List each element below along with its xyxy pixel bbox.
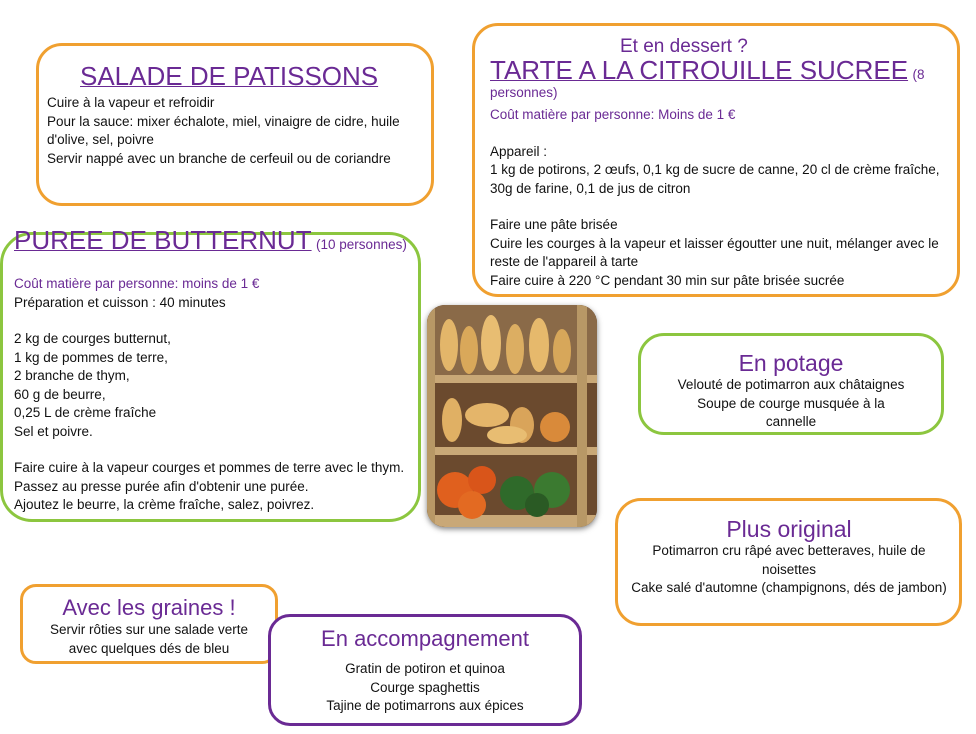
puree-ingredient: 1 kg de pommes de terre, bbox=[14, 349, 168, 365]
accomp-title: En accompagnement bbox=[321, 626, 529, 651]
salade-line: Servir nappé avec un branche de cerfeuil ou de coriandre bbox=[47, 150, 391, 166]
tarte-step: Cuire les courges à la vapeur et laisser égoutter une nuit, mélanger avec le reste de l'appareil à tarte bbox=[490, 235, 939, 269]
puree-ingredient: 2 branche de thym, bbox=[14, 368, 130, 383]
puree-body bbox=[14, 275, 416, 515]
squash-crate-photo bbox=[427, 305, 597, 527]
potage-content bbox=[650, 350, 932, 432]
tarte-step: Faire cuire à 220 °C pendant 30 min sur pâte brisée sucrée bbox=[490, 272, 845, 288]
puree-title: PUREE DE BUTTERNUT bbox=[14, 225, 312, 255]
puree-prep: Préparation et cuisson : 40 minutes bbox=[14, 294, 226, 310]
tarte-intro: Et en dessert ? bbox=[620, 36, 748, 57]
salade-line: Pour la sauce: mixer échalote, miel, vinaigre de cidre, huile d'olive, sel, poivre bbox=[47, 113, 400, 147]
puree-ingredient: Sel et poivre. bbox=[14, 423, 93, 439]
tarte-title: TARTE A LA CITROUILLE SUCREE bbox=[490, 55, 909, 85]
tarte-heading bbox=[490, 56, 960, 102]
accomp-body bbox=[280, 660, 570, 716]
tarte-appareil: 1 kg de potirons, 2 œufs, 0,1 kg de sucre de canne, 20 cl de crème fraîche, 30g de farine, 0,1 de jus de citron bbox=[490, 162, 940, 196]
potage-title: En potage bbox=[738, 350, 844, 376]
puree-ingredient: 0,25 L de crème fraîche bbox=[14, 405, 157, 420]
graines-body bbox=[28, 621, 270, 658]
original-title: Plus original bbox=[726, 516, 852, 542]
salade-line: Cuire à la vapeur et refroidir bbox=[47, 95, 215, 110]
salade-title: SALADE DE PATISSONS bbox=[80, 61, 379, 91]
puree-step: Passez au presse purée afin d'obtenir une purée. bbox=[14, 478, 309, 494]
accomp-line: Courge spaghettis bbox=[370, 679, 480, 695]
tarte-step: Faire une pâte brisée bbox=[490, 217, 618, 232]
potage-body bbox=[650, 376, 932, 432]
puree-cost: Coût matière par personne: moins de 1 € bbox=[14, 276, 260, 291]
accomp-line: Gratin de potiron et quinoa bbox=[345, 661, 505, 676]
accomp-line: Tajine de potimarrons aux épices bbox=[326, 698, 524, 713]
graines-content bbox=[28, 595, 270, 658]
graines-line: Servir rôties sur une salade verte avec quelques dés de bleu bbox=[49, 622, 249, 656]
salade-body bbox=[47, 94, 419, 168]
potage-line: Soupe de courge musquée à la cannelle bbox=[697, 395, 885, 429]
puree-servings: (10 personnes) bbox=[316, 237, 407, 252]
puree-ingredient: 2 kg de courges butternut, bbox=[14, 331, 171, 346]
original-line: Potimarron cru râpé avec betteraves, huile de noisettes bbox=[652, 543, 926, 577]
puree-heading bbox=[14, 226, 414, 254]
graines-title: Avec les graines ! bbox=[62, 595, 236, 620]
tarte-servings: (8 personnes) bbox=[490, 67, 925, 100]
original-line: Cake salé d'automne (champignons, dés de jambon) bbox=[631, 580, 947, 595]
tarte-appareil-label: Appareil : bbox=[490, 143, 548, 159]
original-body bbox=[630, 542, 948, 598]
tarte-cost: Coût matière par personne: Moins de 1 € bbox=[490, 107, 736, 122]
puree-ingredient: 60 g de beurre, bbox=[14, 386, 106, 402]
potage-line: Velouté de potimarron aux châtaignes bbox=[677, 377, 905, 392]
tarte-body bbox=[490, 106, 950, 290]
accomp-content bbox=[280, 626, 570, 716]
squash-crate-image bbox=[427, 305, 597, 527]
puree-step: Ajoutez le beurre, la crème fraîche, salez, poivrez. bbox=[14, 497, 315, 512]
puree-step: Faire cuire à la vapeur courges et pommes de terre avec le thym. bbox=[14, 460, 405, 475]
original-content bbox=[630, 516, 948, 598]
